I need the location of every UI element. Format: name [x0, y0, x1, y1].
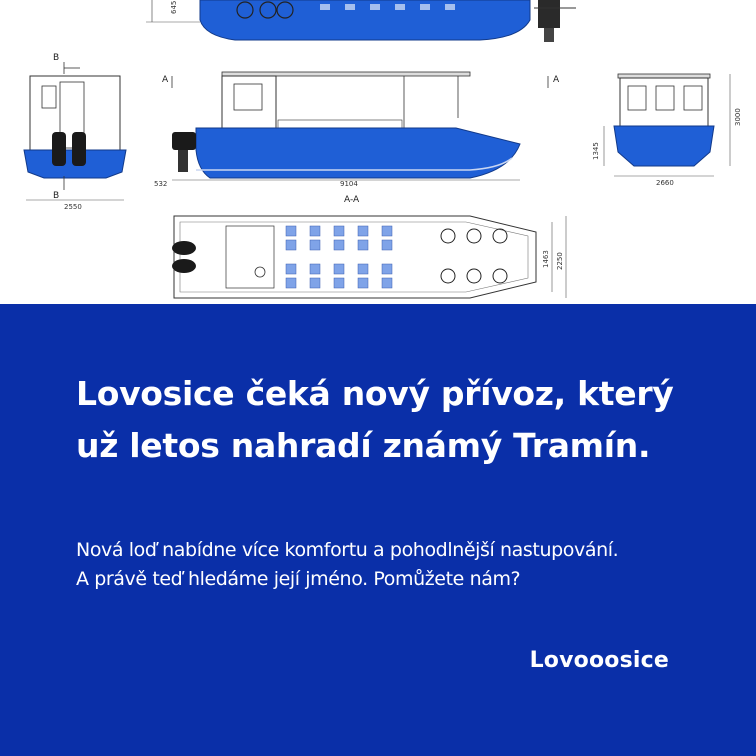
side-elevation: [154, 72, 560, 205]
deck-plan: [172, 216, 566, 298]
brand-logo: Lovooosice: [529, 648, 669, 673]
dim-645: 645: [170, 0, 178, 14]
dim-9104: 9104: [340, 180, 358, 188]
rear-view: [24, 53, 126, 211]
front-view: [592, 74, 742, 187]
section-aa-title: A-A: [344, 195, 360, 205]
headline: Lovosice čeká nový přívoz, který už letos nahradí známý Tramín.: [76, 374, 674, 465]
side-view-top: [146, 0, 576, 42]
section-b-top: B: [53, 53, 60, 63]
ferry-blueprint: [0, 0, 756, 304]
section-b-bottom: B: [53, 191, 60, 201]
body-text: Nová loď nabídne více komfortu a pohodlnější nastupování. A právě teď hledáme její jméno. Pomůžete nám?: [76, 539, 619, 590]
dim-1463: 1463: [542, 250, 550, 268]
dim-3000: 3000: [734, 108, 742, 126]
text-panel: [0, 304, 756, 756]
section-a-left: A: [162, 75, 169, 85]
section-a-right: A: [553, 75, 560, 85]
dim-1345: 1345: [592, 142, 600, 160]
dim-2550: 2550: [64, 203, 82, 211]
dim-2250: 2250: [556, 252, 564, 270]
technical-drawing: [0, 0, 756, 304]
dim-2660: 2660: [656, 179, 674, 187]
dim-532: 532: [154, 180, 168, 188]
